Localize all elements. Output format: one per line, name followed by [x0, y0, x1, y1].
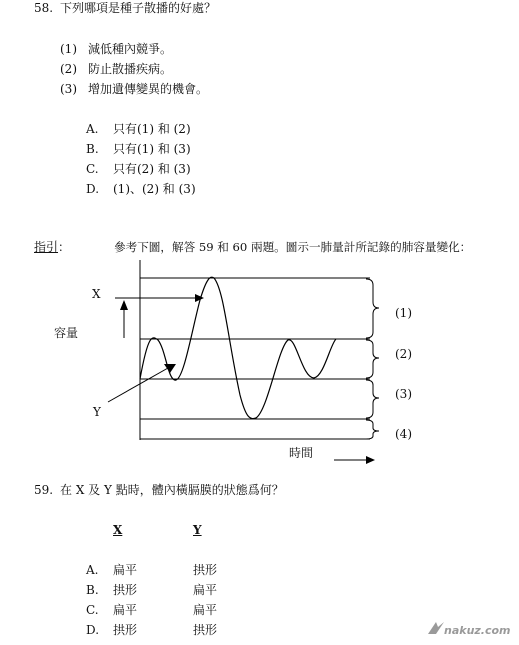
region-label: (4) [395, 427, 412, 441]
y-arrow-head [164, 364, 176, 373]
q58-statement-num: (2) [60, 62, 77, 76]
q58-option-letter: D. [86, 182, 100, 196]
q58-statement-text: 防止散播疾病。 [88, 62, 173, 76]
q59-column-y: Y [193, 523, 202, 537]
q58-option-text: (1)、(2) 和 (3) [113, 182, 196, 196]
q58-option-letter: B. [86, 142, 99, 156]
q58-option-text: 只有(1) 和 (3) [113, 142, 191, 156]
q59-number: 59. [34, 483, 54, 497]
q59-option-x: 扁平 [113, 563, 138, 577]
q59-question: 在 X 及 Y 點時，體內橫膈膜的狀態爲何？ [60, 483, 284, 497]
q58-statement-num: (1) [60, 42, 77, 56]
q58-option-text: 只有(2) 和 (3) [113, 162, 191, 176]
y-arrow [108, 368, 168, 402]
region-label: (1) [395, 306, 412, 320]
time-arrow-head [366, 456, 375, 464]
q58-option-text: 只有(1) 和 (2) [113, 122, 191, 136]
q59-option-y: 扁平 [193, 583, 218, 597]
q58-number: 58. [34, 1, 54, 15]
brace-region-1 [366, 279, 379, 338]
q59-option-y: 拱形 [193, 563, 218, 577]
region-label: (3) [395, 387, 412, 401]
q58-statement-num: (3) [60, 82, 77, 96]
brace-region-2 [366, 340, 379, 378]
q58-option-letter: A. [86, 122, 99, 136]
q59-option-letter: D. [86, 623, 100, 637]
q59-option-letter: B. [86, 583, 99, 597]
y-axis-label: 容量 [54, 326, 79, 340]
brace-region-3 [366, 380, 379, 418]
q58-statement-text: 減低種內競爭。 [88, 42, 173, 56]
q59-column-x: X [113, 523, 123, 537]
q59-option-letter: C. [86, 603, 99, 617]
q59-option-x: 拱形 [113, 583, 138, 597]
directions-colon: ： [58, 240, 71, 254]
volume-arrow-head [120, 300, 128, 310]
q59-option-x: 扁平 [113, 603, 138, 617]
region-label: (2) [395, 347, 412, 361]
q59-option-y: 扁平 [193, 603, 218, 617]
q58-statement-text: 增加遺傳變異的機會。 [88, 82, 209, 96]
brace-region-4 [366, 420, 379, 439]
directions-text: 參考下圖，解答 59 和 60 兩題。圖示一肺量計所記錄的肺容量變化： [114, 240, 472, 254]
q59-option-x: 拱形 [113, 623, 138, 637]
q59-option-y: 拱形 [193, 623, 218, 637]
q58-option-letter: C. [86, 162, 99, 176]
x-point-label: X [92, 287, 101, 301]
q58-question: 下列哪項是種子散播的好處？ [60, 1, 217, 15]
q59-option-letter: A. [86, 563, 99, 577]
directions-label: 指引 [34, 240, 59, 254]
y-point-label: Y [93, 405, 101, 419]
x-axis-label: 時間 [289, 446, 314, 460]
watermark: nakuz.com [444, 624, 511, 637]
